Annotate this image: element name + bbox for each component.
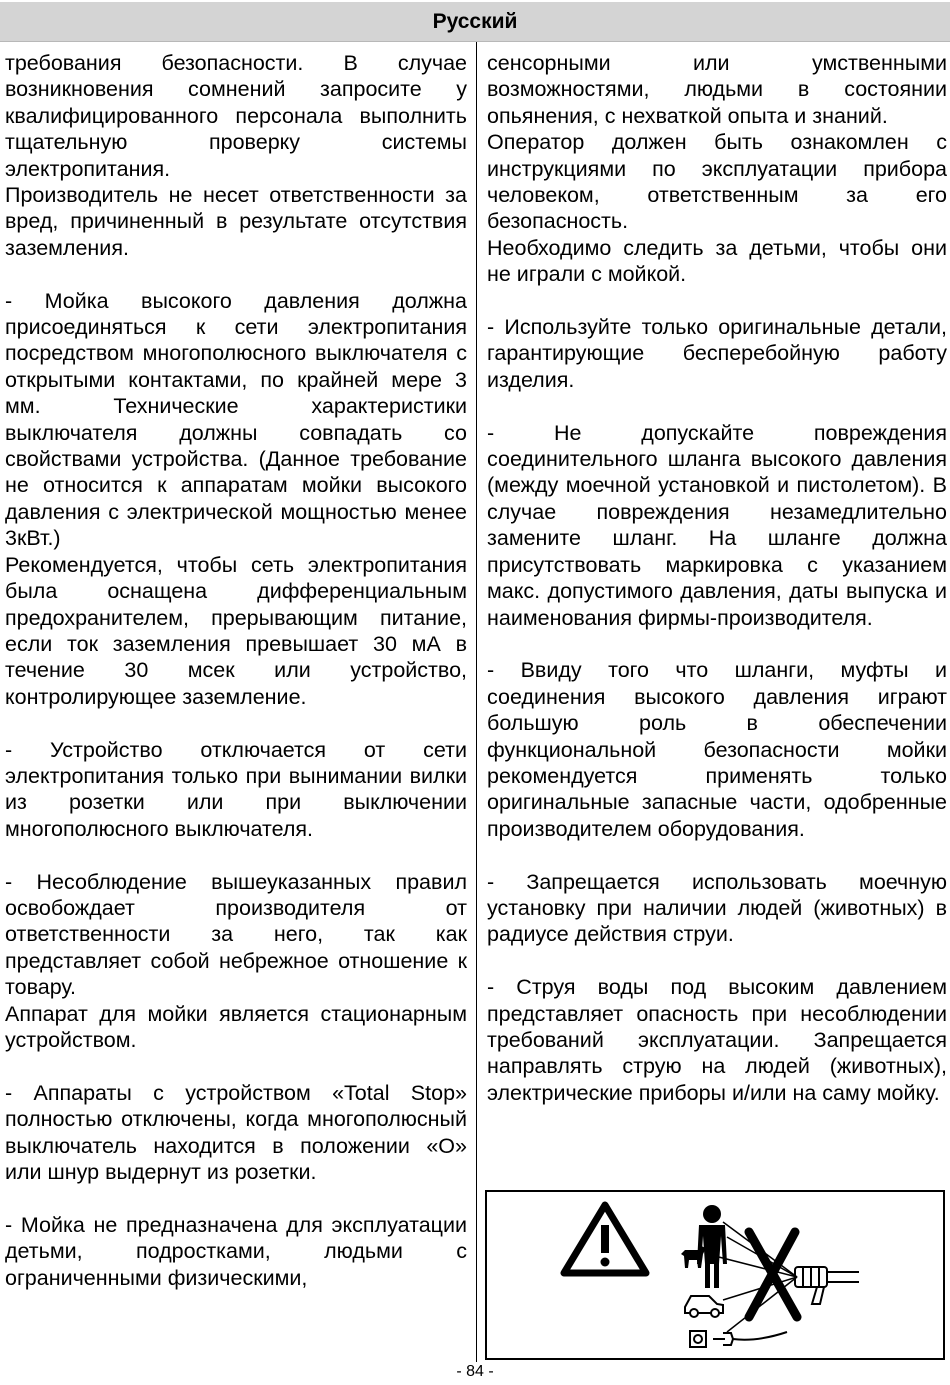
warning-triangle-icon [564, 1205, 646, 1273]
paragraph: Производитель не несет ответственности за вред, причиненный в результате отсутствия заземления. [5, 183, 467, 260]
paragraph: - Мойка высокого давления должна присоединяться к сети электропитания посредством многополюсного выключателя с открытыми контактами, по крайней мере 3 мм. Технические характеристики выключателя должны совпадать со свойствами устройства. (Данное требование не относится к аппаратам мойки высокого давления с электрической мощностью менее 3кВт.) [5, 288, 467, 551]
paragraph-gap [487, 631, 947, 657]
language-header [0, 2, 950, 42]
paragraph: - Ввиду того что шланги, муфты и соединения высокого давления играют большую роль в обеспечении функциональной безопасности мойки рекомендуется применять только оригинальные запасные части, одобренные производителем оборудования. [487, 658, 947, 841]
warning-pictogram [487, 1192, 943, 1358]
animal-icon [681, 1246, 706, 1268]
paragraph: - Не допускайте повреждения соединительного шланга высокого давления (между моечной установкой и пистолетом). В случае повреждения незамедлительно замените шланг. На шланге должна присутствовать маркировка с указанием макс. допустимого давления, даты выпуска и наименования фирмы-производителя. [487, 420, 947, 630]
page-number: - 84 - [456, 1363, 494, 1380]
paragraph-gap [487, 842, 947, 868]
paragraph-gap [5, 842, 467, 868]
paragraph-gap [487, 948, 947, 974]
paragraph: Необходимо следить за детьми, чтобы они не играли с мойкой. [487, 235, 947, 287]
warning-illustration [485, 1190, 945, 1360]
right-column [487, 50, 947, 1106]
language-label: Русский [432, 9, 518, 33]
paragraph-gap [487, 393, 947, 419]
paragraph: требования безопасности. В случае возникновения сомнений запросите у квалифицированного персонала выполнить тщательную проверку системы электропитания. [5, 51, 467, 181]
paragraph-gap [487, 288, 947, 314]
paragraph: - Струя воды под высоким давлением представляет опасность при несоблюдении требований эксплуатации. Запрещается направлять струю на людей (животных), электрические приборы и/или на саму мойку. [487, 975, 947, 1105]
paragraph-gap [5, 1053, 467, 1079]
spray-gun-icon [795, 1267, 859, 1304]
paragraph: Оператор должен быть ознакомлен с инструкциями по эксплуатации прибора человеком, ответственным за его безопасность. [487, 130, 947, 234]
paragraph: сенсорными или умственными возможностями, людьми в состоянии опьянения, с нехваткой опыта и знаний. [487, 51, 947, 128]
car-icon [685, 1296, 723, 1317]
left-column [5, 50, 467, 1291]
paragraph: - Устройство отключается от сети электропитания только при вынимании вилки из розетки или при выключении многополюсного выключателя. [5, 737, 467, 841]
plug-socket-icon [690, 1331, 787, 1347]
paragraph: - Несоблюдение вышеуказанных правил освобождает производителя от ответственности за него, так как представляет собой небрежное отношение к товару. [5, 869, 467, 1000]
paragraph: - Запрещается использовать моечную установку при наличии людей (животных) в радиусе действия струи. [487, 869, 947, 947]
column-divider [476, 42, 477, 1362]
paragraph-gap [5, 261, 467, 287]
paragraph: Аппарат для мойки является стационарным устройством. [5, 1001, 467, 1052]
paragraph: - Аппараты с устройством «Total Stop» полностью отключены, когда многополюсный выключатель находится в положении «O» или шнур выдернут из розетки. [5, 1080, 467, 1184]
paragraph-gap [5, 710, 467, 736]
paragraph-gap [5, 1185, 467, 1211]
paragraph: - Мойка не предназначена для эксплуатации детьми, подростками, людьми с ограниченными физическими, [5, 1212, 467, 1290]
paragraph: Рекомендуется, чтобы сеть электропитания была оснащена дифференциальным предохранителем, прерывающим питание, если ток заземления превышает 30 мА в течение 30 мсек или устройство, контролирующее заземление. [5, 552, 467, 709]
paragraph: - Используйте только оригинальные детали, гарантирующие бесперебойную работу изделия. [487, 315, 947, 392]
